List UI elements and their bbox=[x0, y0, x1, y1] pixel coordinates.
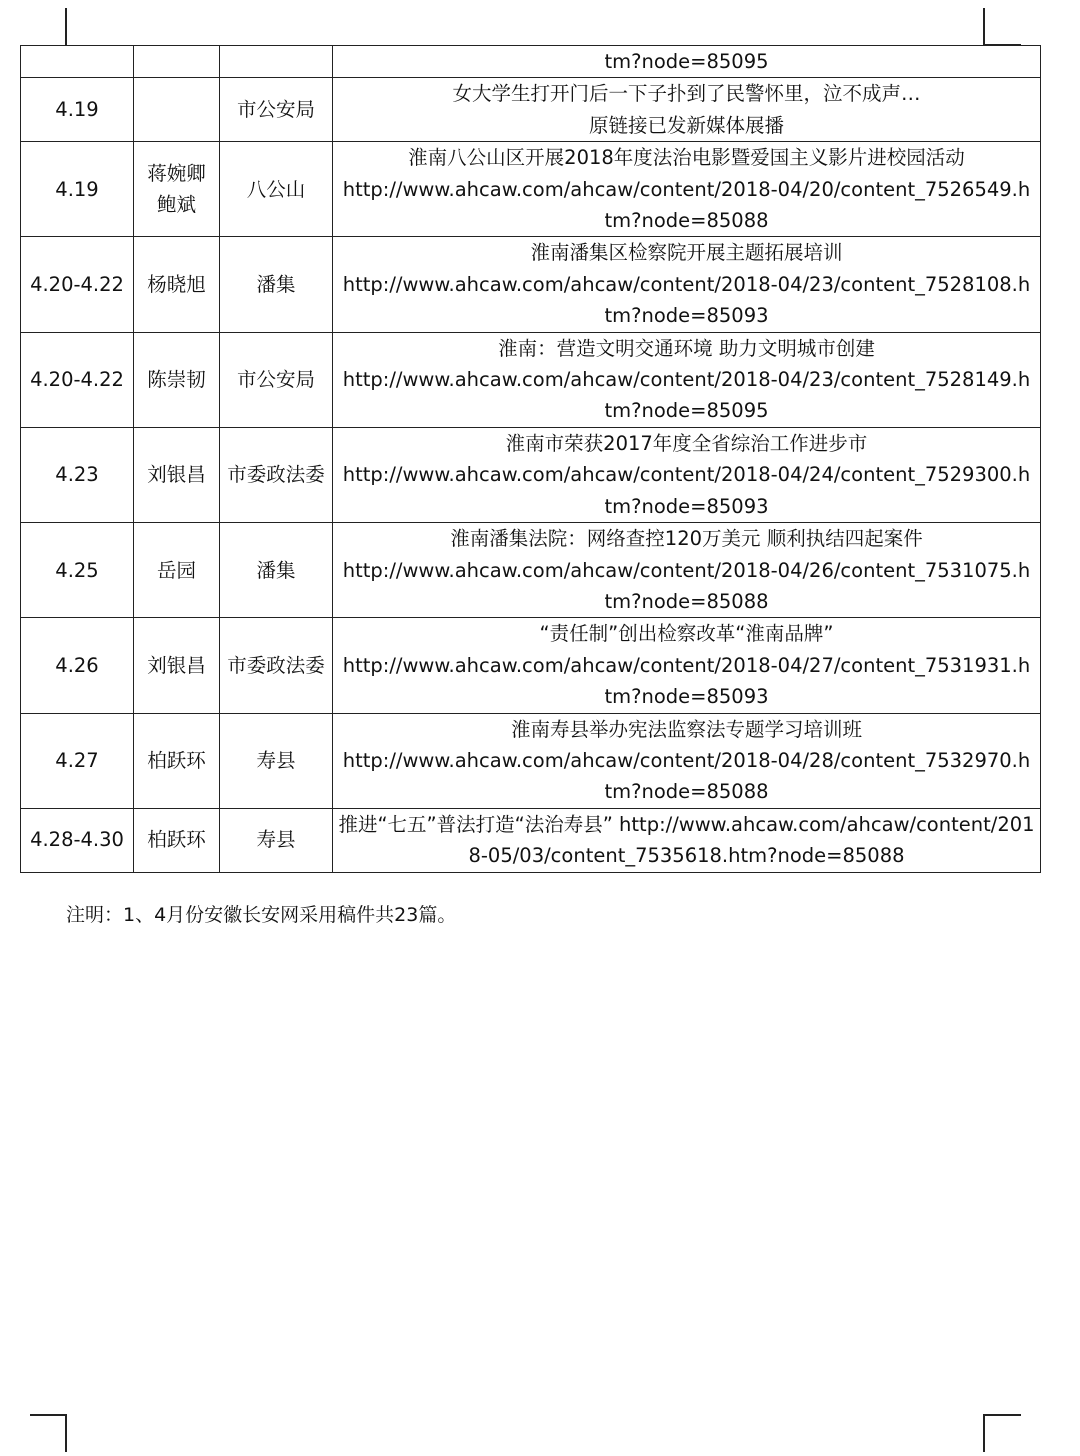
content-cell bbox=[333, 142, 1041, 237]
article-title: 淮南潘集区检察院开展主题拓展培训 bbox=[530, 241, 843, 265]
article-link-line: http://www.ahcaw.com/ahcaw/content/2018-04/26/content_7531075.h bbox=[342, 558, 1031, 582]
crop-mark-top-left bbox=[65, 8, 67, 45]
author-cell bbox=[134, 46, 220, 78]
table-row bbox=[21, 332, 1041, 427]
content-cell bbox=[333, 618, 1041, 713]
table-row bbox=[21, 237, 1041, 332]
crop-mark-bottom-left-h bbox=[30, 1414, 66, 1416]
footnote: 注明：1、4月份安徽长安网采用稿件共23篇。 bbox=[66, 904, 457, 926]
content-cell bbox=[333, 332, 1041, 427]
article-link-line: http://www.ahcaw.com/ahcaw/content/2018-04/23/content_7528108.h bbox=[342, 272, 1031, 296]
table-row bbox=[21, 142, 1041, 237]
crop-mark-top-right bbox=[983, 8, 985, 45]
table-row bbox=[21, 523, 1041, 618]
article-link-line: 8-05/03/content_7535618.htm?node=85088 bbox=[468, 844, 905, 868]
content-cell bbox=[333, 78, 1041, 142]
article-table bbox=[20, 45, 1041, 873]
content-cell bbox=[333, 523, 1041, 618]
unit-cell: 寿县 bbox=[220, 808, 333, 872]
article-title: 推进“七五”普法打造“法治寿县” http://www.ahcaw.com/ahcaw/content/201 bbox=[338, 812, 1035, 836]
date-cell bbox=[21, 46, 134, 78]
author-cell: 岳园 bbox=[134, 523, 220, 618]
article-title: 淮南八公山区开展2018年度法治电影暨爱国主义影片进校园活动 bbox=[408, 146, 965, 170]
table-row bbox=[21, 713, 1041, 808]
table-row bbox=[21, 618, 1041, 713]
article-link-line: http://www.ahcaw.com/ahcaw/content/2018-04/28/content_7532970.h bbox=[342, 748, 1031, 772]
table-row bbox=[21, 78, 1041, 142]
content-cell bbox=[333, 808, 1041, 872]
article-link-line: tm?node=85088 bbox=[604, 780, 769, 804]
article-link-line: http://www.ahcaw.com/ahcaw/content/2018-04/23/content_7528149.h bbox=[342, 368, 1031, 392]
article-title: “责任制”创出检察改革“淮南品牌” bbox=[539, 622, 834, 646]
article-title: 淮南市荣获2017年度全省综治工作进步市 bbox=[505, 431, 868, 455]
crop-mark-bottom-left bbox=[65, 1414, 67, 1452]
article-title: 淮南寿县举办宪法监察法专题学习培训班 bbox=[510, 717, 862, 741]
content-cell bbox=[333, 713, 1041, 808]
article-link-line: tm?node=85088 bbox=[604, 589, 769, 613]
article-link-line: tm?node=85093 bbox=[604, 494, 769, 518]
date-cell: 4.20-4.22 bbox=[21, 237, 134, 332]
author-cell: 柏跃环 bbox=[134, 713, 220, 808]
article-link-line: 原链接已发新媒体展播 bbox=[588, 113, 784, 137]
unit-cell: 市公安局 bbox=[220, 78, 333, 142]
article-link-line: tm?node=85093 bbox=[604, 685, 769, 709]
unit-cell: 寿县 bbox=[220, 713, 333, 808]
article-link-line: http://www.ahcaw.com/ahcaw/content/2018-04/24/content_7529300.h bbox=[342, 463, 1031, 487]
unit-cell: 市委政法委 bbox=[220, 618, 333, 713]
article-title: tm?node=85095 bbox=[604, 50, 769, 73]
article-title: 淮南潘集法院：网络查控120万美元 顺利执结四起案件 bbox=[450, 527, 923, 551]
author-cell: 蒋婉卿 鲍斌 bbox=[134, 142, 220, 237]
table-row bbox=[21, 808, 1041, 872]
date-cell: 4.27 bbox=[21, 713, 134, 808]
date-cell: 4.19 bbox=[21, 142, 134, 237]
unit-cell: 市委政法委 bbox=[220, 427, 333, 522]
date-cell: 4.26 bbox=[21, 618, 134, 713]
article-link-line: tm?node=85088 bbox=[604, 209, 769, 233]
unit-cell: 八公山 bbox=[220, 142, 333, 237]
unit-cell bbox=[220, 46, 333, 78]
table-body bbox=[21, 46, 1041, 873]
content-cell bbox=[333, 46, 1041, 78]
article-title: 淮南：营造文明交通环境 助力文明城市创建 bbox=[498, 336, 875, 360]
author-cell: 杨晓旭 bbox=[134, 237, 220, 332]
date-cell: 4.20-4.22 bbox=[21, 332, 134, 427]
author-cell: 陈崇韧 bbox=[134, 332, 220, 427]
crop-mark-bottom-right bbox=[983, 1414, 985, 1452]
unit-cell: 潘集 bbox=[220, 237, 333, 332]
article-link-line: http://www.ahcaw.com/ahcaw/content/2018-04/20/content_7526549.h bbox=[342, 177, 1031, 201]
author-cell: 刘银昌 bbox=[134, 618, 220, 713]
crop-mark-bottom-right-h bbox=[983, 1414, 1021, 1416]
date-cell: 4.25 bbox=[21, 523, 134, 618]
date-cell: 4.19 bbox=[21, 78, 134, 142]
article-link-line: http://www.ahcaw.com/ahcaw/content/2018-04/27/content_7531931.h bbox=[342, 653, 1031, 677]
content-cell bbox=[333, 237, 1041, 332]
content-cell bbox=[333, 427, 1041, 522]
article-title: 女大学生打开门后一下子扑到了民警怀里，泣不成声… bbox=[452, 82, 921, 106]
date-cell: 4.23 bbox=[21, 427, 134, 522]
article-link-line: tm?node=85095 bbox=[604, 399, 769, 423]
date-cell: 4.28-4.30 bbox=[21, 808, 134, 872]
table-row bbox=[21, 427, 1041, 522]
unit-cell: 潘集 bbox=[220, 523, 333, 618]
article-link-line: tm?node=85093 bbox=[604, 304, 769, 328]
unit-cell: 市公安局 bbox=[220, 332, 333, 427]
author-cell bbox=[134, 78, 220, 142]
table-row bbox=[21, 46, 1041, 78]
author-cell: 刘银昌 bbox=[134, 427, 220, 522]
author-cell: 柏跃环 bbox=[134, 808, 220, 872]
